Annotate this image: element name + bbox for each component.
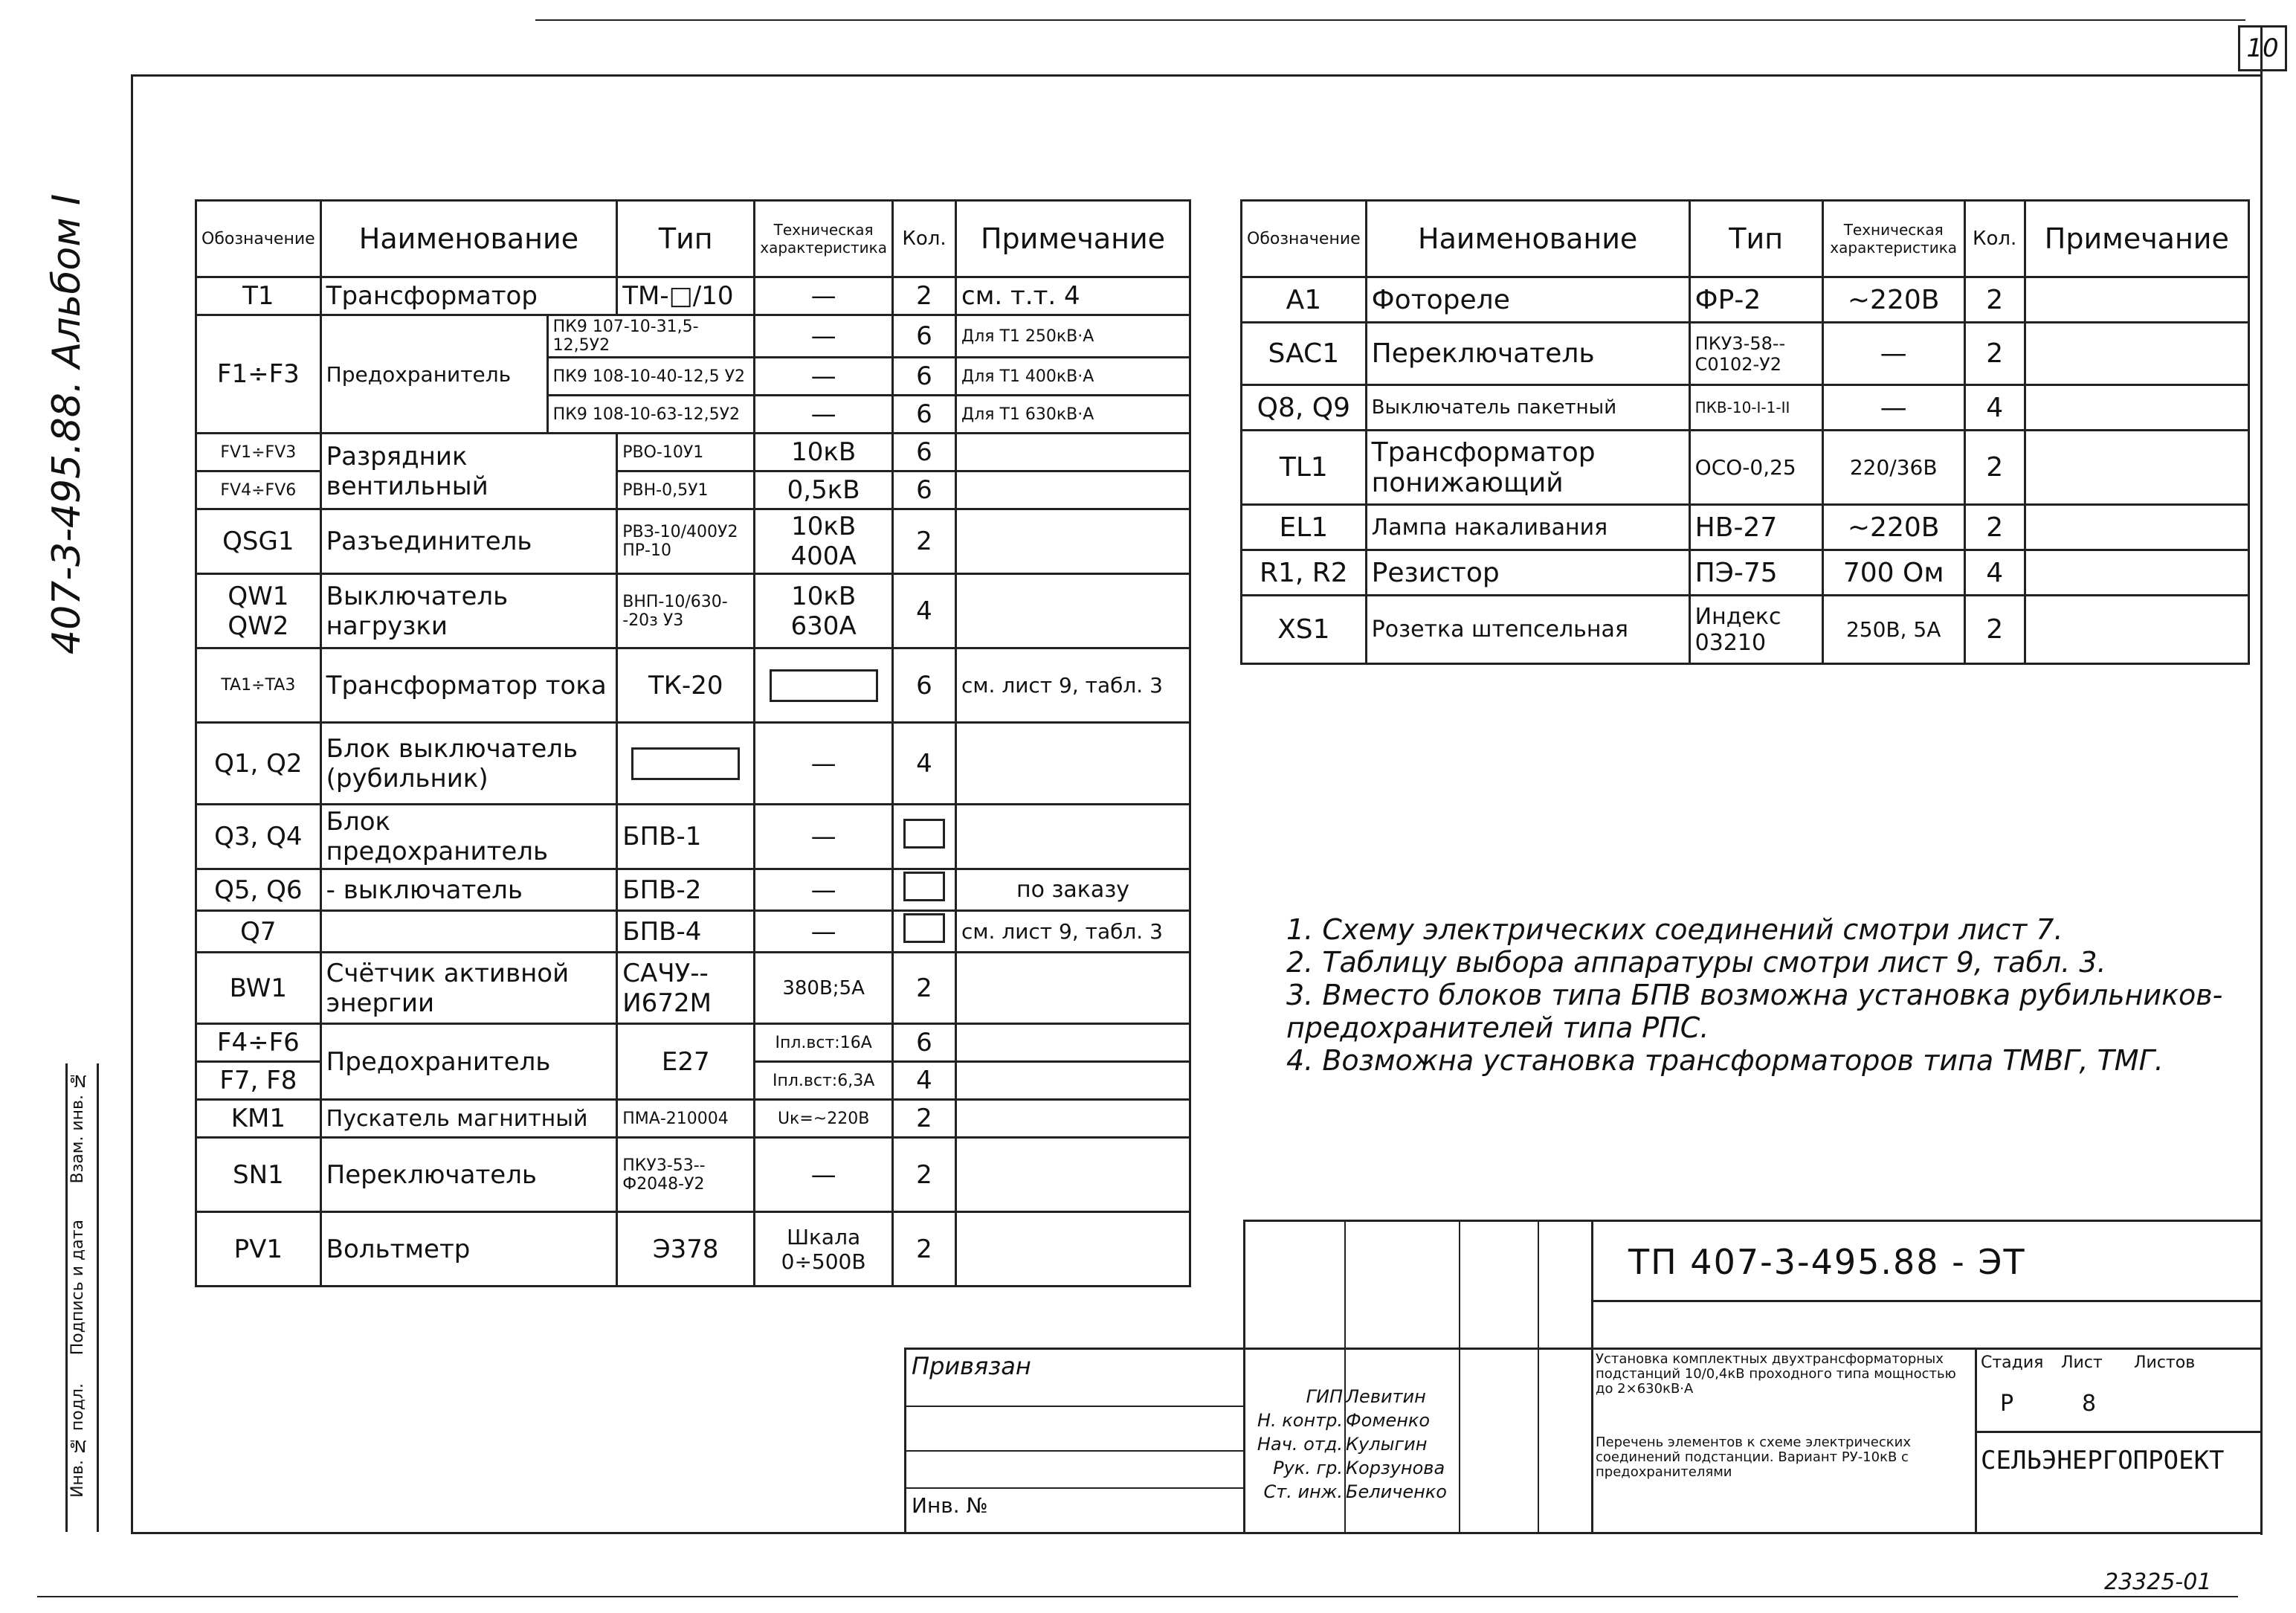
- sig-col: [1538, 1220, 1539, 1532]
- cell-name: Пускатель магнитный: [320, 1100, 617, 1138]
- table-row: [1242, 323, 2249, 385]
- cell-subtype: ПК9 108-10-40-12,5 У2: [547, 358, 755, 396]
- stage-value: Р: [2000, 1391, 2014, 1417]
- side-stamp-border: [97, 1063, 99, 1532]
- cell-designation: Q8, Q9: [1242, 385, 1367, 431]
- cell-note: см. лист 9, табл. 3: [956, 911, 1190, 953]
- privyazan-row: [904, 1406, 1243, 1407]
- table-row: [196, 911, 1190, 953]
- cell-name: Блок предохранитель: [320, 805, 617, 869]
- sheet-label: Лист: [2061, 1353, 2103, 1372]
- cell-subtype: ПК9 107-10-31,5-12,5У2: [547, 315, 755, 358]
- cell-designation: FV1÷FV3: [196, 434, 321, 471]
- cell-qty: 2: [1964, 323, 2025, 385]
- stage-label: Стадия: [1981, 1353, 2044, 1372]
- signer-name: Корзунова: [1346, 1458, 1445, 1478]
- cell-note: [956, 1024, 1190, 1062]
- blank-box: [903, 913, 945, 943]
- cell-designation: TA1÷TA3: [196, 648, 321, 723]
- table-row: [1242, 550, 2249, 596]
- page-number: 10: [2238, 25, 2287, 71]
- page-bottom-line: [37, 1596, 2238, 1597]
- cell-note: [2025, 596, 2248, 664]
- cell-char: —: [755, 911, 893, 953]
- col-header-note: Примечание: [956, 201, 1190, 277]
- cell-type: ПКУ3-58--С0102-У2: [1689, 323, 1822, 385]
- roles-list: [1246, 1385, 1343, 1504]
- cell-qty: 2: [1964, 277, 2025, 323]
- project-description: Установка комплектных двухтрансформаторных подстанций 10/0,4кВ проходного типа мощностью до 2×630кВ·А: [1596, 1351, 1956, 1397]
- cell-type: ПКВ-10-I-1-II: [1689, 385, 1822, 431]
- cell-note: см. лист 9, табл. 3: [956, 648, 1190, 723]
- cell-char: —: [755, 805, 893, 869]
- cell-designation: SN1: [196, 1138, 321, 1212]
- cell-name: Выключатель пакетный: [1366, 385, 1689, 431]
- cell-char: Iпл.вст:6,3А: [755, 1062, 893, 1100]
- cell-qty: [893, 805, 956, 869]
- role: Ст. инж.: [1263, 1481, 1343, 1502]
- cell-type: ФР-2: [1689, 277, 1822, 323]
- col-header-qty: Кол.: [893, 201, 956, 277]
- right-spec-table: [1240, 199, 2250, 665]
- table-row: [196, 869, 1190, 911]
- cell-name: Блок выключатель (рубильник): [320, 723, 617, 805]
- cell-qty: 6: [893, 1024, 956, 1062]
- cell-name: Счётчик активной энергии: [320, 953, 617, 1024]
- blank-box: [631, 747, 740, 780]
- cell-note: [2025, 277, 2248, 323]
- cell-char: ~220В: [1822, 277, 1964, 323]
- table-row: [1242, 431, 2249, 505]
- cell-qty: 2: [893, 953, 956, 1024]
- cell-char: —: [755, 869, 893, 911]
- cell-qty: 4: [893, 574, 956, 648]
- cell-note: [956, 434, 1190, 471]
- cell-qty: 2: [1964, 505, 2025, 550]
- cell-designation: PV1: [196, 1212, 321, 1287]
- cell-note: [956, 509, 1190, 574]
- cell-name: - выключатель: [320, 869, 617, 911]
- cell-type: САЧУ--И672М: [617, 953, 755, 1024]
- cell-name: Переключатель: [1366, 323, 1689, 385]
- cell-type: ПЭ-75: [1689, 550, 1822, 596]
- cell-char: 250В, 5А: [1822, 596, 1964, 664]
- cell-note: см. т.т. 4: [956, 277, 1190, 315]
- side-stamp-sign: Подпись и дата: [68, 1220, 87, 1356]
- privyazan-label: Привязан: [912, 1352, 1031, 1380]
- cell-qty: 2: [893, 277, 956, 315]
- table-row: [196, 509, 1190, 574]
- cell-type: БПВ-4: [617, 911, 755, 953]
- cell-char: —: [1822, 385, 1964, 431]
- note-item: 4. Возможна установка трансформаторов типа ТМВГ, ТМГ.: [1286, 1044, 2164, 1077]
- table-header-row: [1242, 201, 2249, 277]
- cell-note: [956, 1138, 1190, 1212]
- cell-designation: Q5, Q6: [196, 869, 321, 911]
- cell-char: Iпл.вст:16А: [755, 1024, 893, 1062]
- privyazan-row: [904, 1450, 1243, 1452]
- col-header-type: Тип: [617, 201, 755, 277]
- cell-name: Разъединитель: [320, 509, 617, 574]
- cell-note: [956, 1062, 1190, 1100]
- table-row: [196, 315, 1190, 358]
- cell-designation: FV4÷FV6: [196, 471, 321, 509]
- cell-qty: 2: [1964, 431, 2025, 505]
- frame-top: [131, 74, 2262, 77]
- cell-note: по заказу: [956, 869, 1190, 911]
- cell-designation: R1, R2: [1242, 550, 1367, 596]
- cell-char: 380В;5А: [755, 953, 893, 1024]
- table-row: [196, 1024, 1190, 1062]
- signer-name: Левитин: [1346, 1386, 1426, 1407]
- role: ГИП: [1306, 1386, 1343, 1407]
- tb-top: [1243, 1220, 2260, 1222]
- col-header-designation: Обозначение: [1242, 201, 1367, 277]
- side-stamp-inv: Инв. № подл.: [68, 1383, 87, 1498]
- cell-designation: T1: [196, 277, 321, 315]
- cell-type: [617, 723, 755, 805]
- cell-note: [956, 471, 1190, 509]
- cell-type: Е27: [617, 1024, 755, 1100]
- cell-name: Предохранитель: [320, 1024, 617, 1100]
- table-row: [196, 1212, 1190, 1287]
- table-row: [196, 805, 1190, 869]
- cell-type: БПВ-2: [617, 869, 755, 911]
- cell-qty: 2: [1964, 596, 2025, 664]
- cell-qty: [893, 911, 956, 953]
- cell-designation: F4÷F6: [196, 1024, 321, 1062]
- cell-name: Фотореле: [1366, 277, 1689, 323]
- cell-note: [956, 723, 1190, 805]
- blank-box: [903, 819, 945, 849]
- cell-char: —: [755, 277, 893, 315]
- cell-designation: TL1: [1242, 431, 1367, 505]
- table-row: [1242, 596, 2249, 664]
- cell-designation: XS1: [1242, 596, 1367, 664]
- table-row: [196, 1100, 1190, 1138]
- cell-designation: F1÷F3: [196, 315, 321, 434]
- cell-note: Для Т1 400кВ·А: [956, 358, 1190, 396]
- cell-type: БПВ-1: [617, 805, 755, 869]
- sheets-label: Листов: [2134, 1353, 2196, 1372]
- side-stamp-replace: Взам. инв. №: [68, 1071, 87, 1184]
- cell-type: ТМ-□/10: [617, 277, 755, 315]
- cell-designation: A1: [1242, 277, 1367, 323]
- cell-type: РВН-0,5У1: [617, 471, 755, 509]
- document-number: 23325-01: [2104, 1569, 2212, 1595]
- cell-char: 10кВ 630А: [755, 574, 893, 648]
- cell-qty: 6: [893, 358, 956, 396]
- table-row: [196, 277, 1190, 315]
- sig-col: [1344, 1220, 1346, 1532]
- cell-note: [2025, 505, 2248, 550]
- cell-designation: QW1 QW2: [196, 574, 321, 648]
- tb-mid2: [904, 1348, 2260, 1350]
- cell-qty: 2: [893, 1212, 956, 1287]
- cell-subtype: ПК9 108-10-63-12,5У2: [547, 396, 755, 434]
- cell-name: Разрядник вентильный: [320, 434, 617, 509]
- table-row: [1242, 505, 2249, 550]
- cell-qty: 4: [893, 723, 956, 805]
- table-row: [196, 1138, 1190, 1212]
- cell-note: [956, 574, 1190, 648]
- note-item: 2. Таблицу выбора аппаратуры смотри лист 9, табл. 3.: [1286, 946, 2106, 979]
- cell-char: 220/36В: [1822, 431, 1964, 505]
- signer-name: Беличенко: [1346, 1481, 1447, 1502]
- role: Нач. отд.: [1257, 1434, 1343, 1455]
- cell-qty: 6: [893, 396, 956, 434]
- cell-note: [956, 805, 1190, 869]
- cell-type: НВ-27: [1689, 505, 1822, 550]
- cell-designation: Q1, Q2: [196, 723, 321, 805]
- cell-name: Трансформатор тока: [320, 648, 617, 723]
- sig-col: [1459, 1220, 1460, 1532]
- table-header-row: [196, 201, 1190, 277]
- cell-char: —: [755, 358, 893, 396]
- tb-divider: [1591, 1220, 1593, 1532]
- blank-box: [903, 872, 945, 901]
- cell-type: Э378: [617, 1212, 755, 1287]
- notes: [1286, 913, 2253, 1077]
- cell-type: ВНП-10/630--20з У3: [617, 574, 755, 648]
- cell-note: [956, 953, 1190, 1024]
- cell-qty: 6: [893, 434, 956, 471]
- cell-name: Вольтметр: [320, 1212, 617, 1287]
- side-label: 407-3-495.88. Альбом I: [45, 193, 89, 654]
- cell-qty: 4: [893, 1062, 956, 1100]
- tb-inner-h: [1975, 1431, 2260, 1433]
- cell-qty: 2: [893, 1138, 956, 1212]
- cell-designation: KM1: [196, 1100, 321, 1138]
- table-row: [196, 648, 1190, 723]
- role: Рук. гр.: [1273, 1458, 1343, 1478]
- cell-note: [2025, 323, 2248, 385]
- organization: СЕЛЬЭНЕРГОПРОЕКТ: [1981, 1446, 2225, 1475]
- col-header-note: Примечание: [2025, 201, 2248, 277]
- col-header-name: Наименование: [320, 201, 617, 277]
- cell-qty: [893, 869, 956, 911]
- cell-type: РВО-10У1: [617, 434, 755, 471]
- cell-type: ОСО-0,25: [1689, 431, 1822, 505]
- cell-qty: 6: [893, 648, 956, 723]
- cell-char: —: [755, 723, 893, 805]
- table-row: [196, 434, 1190, 471]
- names-list: [1346, 1385, 1457, 1504]
- cell-note: Для Т1 250кВ·А: [956, 315, 1190, 358]
- side-stamp-border: [65, 1063, 68, 1532]
- frame-right: [2260, 25, 2263, 1535]
- col-header-characteristic: Техническая характеристика: [1822, 201, 1964, 277]
- cell-char: ~220В: [1822, 505, 1964, 550]
- cell-name: [320, 911, 617, 953]
- cell-char: —: [755, 1138, 893, 1212]
- table-row: [196, 723, 1190, 805]
- cell-char: 0,5кВ: [755, 471, 893, 509]
- cell-qty: 2: [893, 509, 956, 574]
- cell-name: Розетка штепсельная: [1366, 596, 1689, 664]
- cell-name: Трансформатор: [320, 277, 617, 315]
- cell-name: Трансформатор понижающий: [1366, 431, 1689, 505]
- cell-qty: 4: [1964, 385, 2025, 431]
- blank-box: [770, 669, 878, 702]
- cell-note: [956, 1100, 1190, 1138]
- inv-label: Инв. №: [912, 1493, 988, 1518]
- table-row: [1242, 385, 2249, 431]
- cell-char: —: [1822, 323, 1964, 385]
- cell-type: ТК-20: [617, 648, 755, 723]
- tb-left: [1243, 1220, 1245, 1532]
- cell-type: РВЗ-10/400У2 ПР-10: [617, 509, 755, 574]
- cell-designation: Q3, Q4: [196, 805, 321, 869]
- cell-designation: SAC1: [1242, 323, 1367, 385]
- cell-name: Переключатель: [320, 1138, 617, 1212]
- cell-char: —: [755, 396, 893, 434]
- cell-char: —: [755, 315, 893, 358]
- table-row: [196, 574, 1190, 648]
- document-code: ТП 407-3-495.88 - ЭТ: [1628, 1242, 2026, 1282]
- table-row: [1242, 277, 2249, 323]
- signer-name: Фоменко: [1346, 1410, 1431, 1431]
- privyazan-left: [904, 1348, 906, 1532]
- cell-designation: Q7: [196, 911, 321, 953]
- cell-note: [2025, 385, 2248, 431]
- frame-bottom: [131, 1532, 2262, 1534]
- cell-qty: 2: [893, 1100, 956, 1138]
- left-spec-table: [195, 199, 1191, 1287]
- cell-name: Резистор: [1366, 550, 1689, 596]
- cell-name: Выключатель нагрузки: [320, 574, 617, 648]
- signer-name: Кулыгин: [1346, 1434, 1428, 1455]
- cell-qty: 6: [893, 315, 956, 358]
- col-header-type: Тип: [1689, 201, 1822, 277]
- cell-note: [2025, 431, 2248, 505]
- cell-type: Индекс 03210: [1689, 596, 1822, 664]
- cell-type: ПКУ3-53--Ф2048-У2: [617, 1138, 755, 1212]
- note-item: 1. Схему электрических соединений смотри лист 7.: [1286, 913, 2063, 946]
- col-header-name: Наименование: [1366, 201, 1689, 277]
- privyazan-row: [904, 1487, 1243, 1489]
- col-header-characteristic: Техническая характеристика: [755, 201, 893, 277]
- cell-char: 700 Ом: [1822, 550, 1964, 596]
- cell-designation: QSG1: [196, 509, 321, 574]
- role: Н. контр.: [1257, 1410, 1343, 1431]
- cell-char: Uк=~220В: [755, 1100, 893, 1138]
- cell-qty: 4: [1964, 550, 2025, 596]
- cell-qty: 6: [893, 471, 956, 509]
- sheet-title: Перечень элементов к схеме электрических соединений подстанции. Вариант РУ-10кВ с предохранителями: [1596, 1435, 1911, 1480]
- tb-inner-v: [1975, 1348, 1977, 1532]
- cell-char: [755, 648, 893, 723]
- cell-designation: BW1: [196, 953, 321, 1024]
- cell-char: Шкала 0÷500В: [755, 1212, 893, 1287]
- page-top-line: [535, 19, 2245, 21]
- tb-mid: [1591, 1300, 2260, 1302]
- cell-designation: EL1: [1242, 505, 1367, 550]
- sheet-value: 8: [2082, 1391, 2097, 1417]
- note-item: 3. Вместо блоков типа БПВ возможна установка рубильников-предохранителей типа РПС.: [1286, 979, 2223, 1044]
- col-header-designation: Обозначение: [196, 201, 321, 277]
- cell-type: ПМА-210004: [617, 1100, 755, 1138]
- cell-note: [2025, 550, 2248, 596]
- cell-name: Предохранитель: [320, 315, 547, 434]
- cell-designation: F7, F8: [196, 1062, 321, 1100]
- cell-char: 10кВ: [755, 434, 893, 471]
- cell-name: Лампа накаливания: [1366, 505, 1689, 550]
- col-header-qty: Кол.: [1964, 201, 2025, 277]
- cell-note: [956, 1212, 1190, 1287]
- cell-note: Для Т1 630кВ·А: [956, 396, 1190, 434]
- cell-char: 10кВ 400А: [755, 509, 893, 574]
- table-row: [196, 953, 1190, 1024]
